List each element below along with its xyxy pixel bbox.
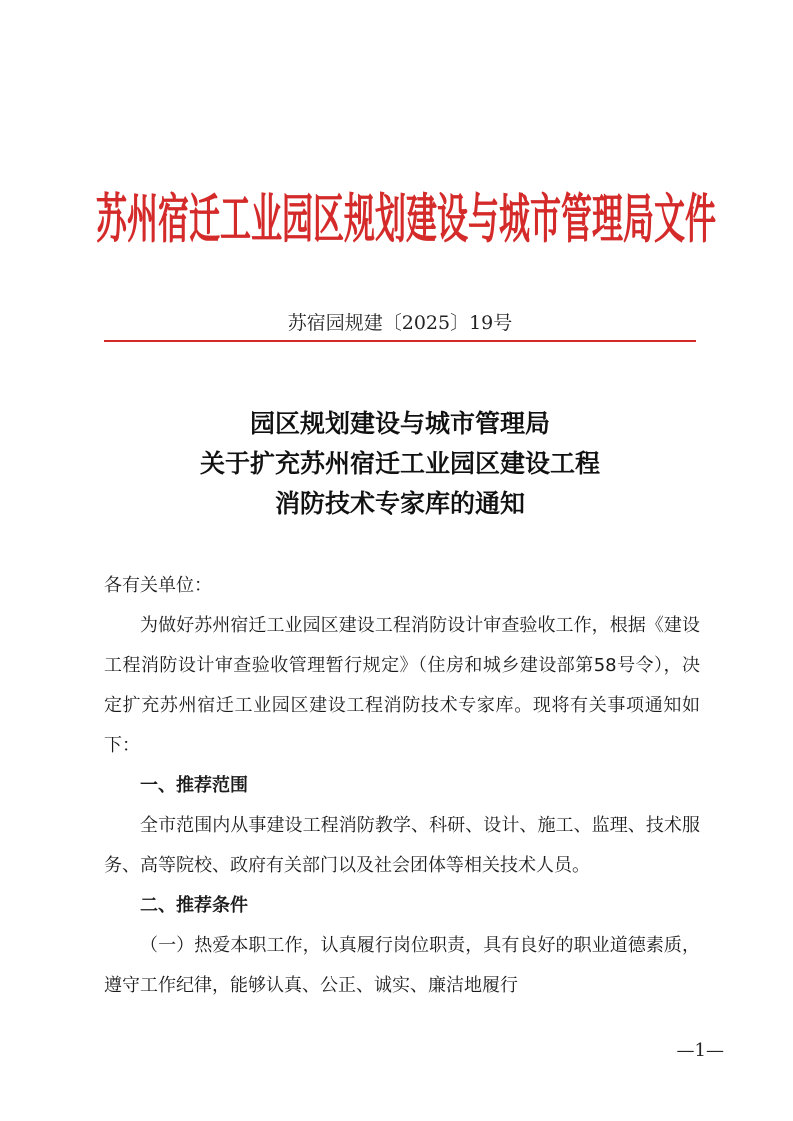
issuer-header-title: 苏州宿迁工业园区规划建设与城市管理局文件: [96, 189, 716, 251]
notice-body: [104, 566, 700, 1006]
notice-title: [100, 404, 700, 524]
salutation: 各有关单位：: [104, 575, 212, 596]
intro-paragraph: 为做好苏州宿迁工业园区建设工程消防设计审查验收工作，根据《建设工程消防设计审查验收管理暂行规定》（住房和城乡建设部第58号令），决定扩充苏州宿迁工业园区建设工程消防技术专家库。现将有关事项通知如下：: [104, 615, 700, 756]
scope-paragraph: 全市范围内从事建设工程消防教学、科研、设计、施工、监理、技术服务、高等院校、政府有关部门以及社会团体等相关技术人员。: [104, 815, 700, 876]
notice-title-line-1: 园区规划建设与城市管理局: [249, 409, 550, 438]
notice-title-line-2: 关于扩充苏州宿迁工业园区建设工程: [199, 449, 600, 478]
page-number: —1—: [676, 1040, 724, 1061]
section-heading-scope: 一、推荐范围: [140, 775, 248, 796]
section-heading-conditions: 二、推荐条件: [140, 895, 248, 916]
document-number: 苏宿园规建〔2025〕19号: [287, 312, 513, 334]
notice-title-line-3: 消防技术专家库的通知: [274, 489, 525, 518]
conditions-item-1: （一）热爱本职工作，认真履行岗位职责，具有良好的职业道德素质，遵守工作纪律，能够认真、公正、诚实、廉洁地履行: [104, 935, 700, 996]
red-divider-line: [104, 340, 696, 342]
